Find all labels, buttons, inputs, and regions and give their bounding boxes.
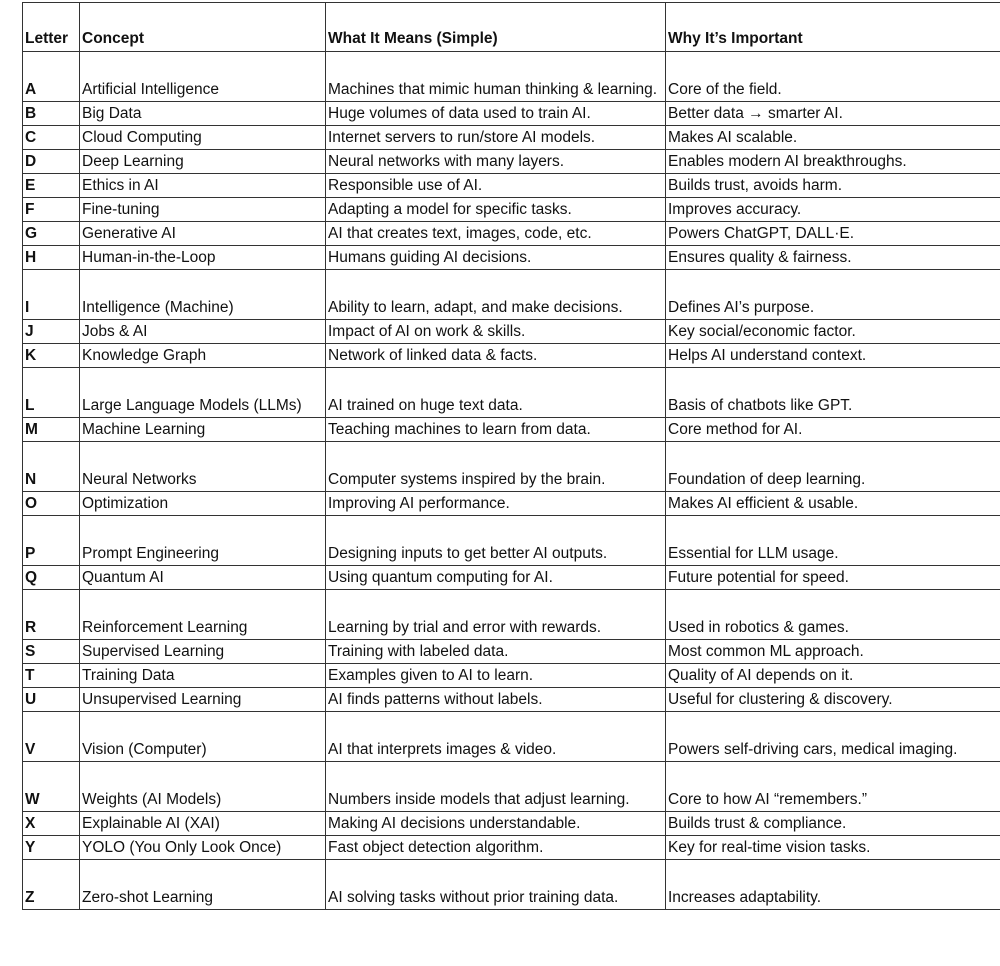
- letter-cell: I: [23, 270, 80, 320]
- why-cell: Helps AI understand context.: [666, 344, 1000, 368]
- why-cell: Core method for AI.: [666, 418, 1000, 442]
- concept-cell: Explainable AI (XAI): [80, 812, 326, 836]
- table-row: [23, 246, 1000, 270]
- concept-cell: Human-in-the-Loop: [80, 246, 326, 270]
- concept-cell: Artificial Intelligence: [80, 52, 326, 102]
- letter-cell: R: [23, 590, 80, 640]
- means-cell: Fast object detection algorithm.: [326, 836, 666, 860]
- letter-cell: T: [23, 664, 80, 688]
- letter-cell: M: [23, 418, 80, 442]
- means-cell: AI trained on huge text data.: [326, 368, 666, 418]
- concept-cell: Prompt Engineering: [80, 516, 326, 566]
- letter-cell: U: [23, 688, 80, 712]
- means-cell: Machines that mimic human thinking & learning.: [326, 52, 666, 102]
- means-cell: Improving AI performance.: [326, 492, 666, 516]
- table-row: [23, 102, 1000, 126]
- means-cell: Designing inputs to get better AI outputs.: [326, 516, 666, 566]
- concept-cell: Ethics in AI: [80, 174, 326, 198]
- means-cell: Network of linked data & facts.: [326, 344, 666, 368]
- concept-cell: Reinforcement Learning: [80, 590, 326, 640]
- why-cell: Key social/economic factor.: [666, 320, 1000, 344]
- concept-cell: Vision (Computer): [80, 712, 326, 762]
- table-row: [23, 150, 1000, 174]
- why-cell: Defines AI’s purpose.: [666, 270, 1000, 320]
- table-row: [23, 270, 1000, 320]
- concept-cell: Unsupervised Learning: [80, 688, 326, 712]
- means-cell: Making AI decisions understandable.: [326, 812, 666, 836]
- means-cell: Examples given to AI to learn.: [326, 664, 666, 688]
- means-cell: Training with labeled data.: [326, 640, 666, 664]
- table-row: [23, 442, 1000, 492]
- table-row: [23, 762, 1000, 812]
- means-cell: Numbers inside models that adjust learning.: [326, 762, 666, 812]
- why-cell: Core to how AI “remembers.”: [666, 762, 1000, 812]
- concept-cell: Large Language Models (LLMs): [80, 368, 326, 418]
- why-cell: Most common ML approach.: [666, 640, 1000, 664]
- table-row: [23, 126, 1000, 150]
- means-cell: AI that interprets images & video.: [326, 712, 666, 762]
- concept-cell: Weights (AI Models): [80, 762, 326, 812]
- means-cell: AI that creates text, images, code, etc.: [326, 222, 666, 246]
- table-row: [23, 368, 1000, 418]
- why-cell: Powers self-driving cars, medical imaging.: [666, 712, 1000, 762]
- letter-cell: F: [23, 198, 80, 222]
- means-cell: Huge volumes of data used to train AI.: [326, 102, 666, 126]
- why-cell: Future potential for speed.: [666, 566, 1000, 590]
- concept-cell: YOLO (You Only Look Once): [80, 836, 326, 860]
- why-cell: Increases adaptability.: [666, 860, 1000, 910]
- means-cell: Using quantum computing for AI.: [326, 566, 666, 590]
- ai-glossary-table: [22, 2, 1000, 910]
- letter-cell: W: [23, 762, 80, 812]
- letter-cell: C: [23, 126, 80, 150]
- why-cell: Essential for LLM usage.: [666, 516, 1000, 566]
- table-row: [23, 664, 1000, 688]
- means-cell: Humans guiding AI decisions.: [326, 246, 666, 270]
- concept-cell: Zero-shot Learning: [80, 860, 326, 910]
- why-cell: Enables modern AI breakthroughs.: [666, 150, 1000, 174]
- letter-cell: L: [23, 368, 80, 418]
- means-cell: Impact of AI on work & skills.: [326, 320, 666, 344]
- table-row: [23, 222, 1000, 246]
- concept-cell: Quantum AI: [80, 566, 326, 590]
- table-row: [23, 688, 1000, 712]
- concept-cell: Deep Learning: [80, 150, 326, 174]
- concept-cell: Generative AI: [80, 222, 326, 246]
- table-row: [23, 492, 1000, 516]
- means-cell: Responsible use of AI.: [326, 174, 666, 198]
- concept-cell: Training Data: [80, 664, 326, 688]
- why-cell: Better data → smarter AI.: [666, 102, 1000, 126]
- why-cell: Improves accuracy.: [666, 198, 1000, 222]
- table-row: [23, 566, 1000, 590]
- table-row: [23, 712, 1000, 762]
- table-row: [23, 198, 1000, 222]
- why-cell: Useful for clustering & discovery.: [666, 688, 1000, 712]
- means-cell: Neural networks with many layers.: [326, 150, 666, 174]
- means-cell: Computer systems inspired by the brain.: [326, 442, 666, 492]
- table-row: [23, 860, 1000, 910]
- concept-cell: Machine Learning: [80, 418, 326, 442]
- table-row: [23, 640, 1000, 664]
- letter-cell: K: [23, 344, 80, 368]
- why-cell: Ensures quality & fairness.: [666, 246, 1000, 270]
- concept-cell: Supervised Learning: [80, 640, 326, 664]
- letter-cell: Q: [23, 566, 80, 590]
- letter-cell: V: [23, 712, 80, 762]
- means-cell: Learning by trial and error with rewards.: [326, 590, 666, 640]
- letter-cell: Z: [23, 860, 80, 910]
- table-row: [23, 174, 1000, 198]
- means-cell: Internet servers to run/store AI models.: [326, 126, 666, 150]
- header-letter: Letter: [23, 3, 80, 52]
- why-cell: Builds trust, avoids harm.: [666, 174, 1000, 198]
- table-row: [23, 320, 1000, 344]
- letter-cell: H: [23, 246, 80, 270]
- table-body: [23, 52, 1000, 910]
- concept-cell: Knowledge Graph: [80, 344, 326, 368]
- table-row: [23, 516, 1000, 566]
- concept-cell: Big Data: [80, 102, 326, 126]
- table-row: [23, 812, 1000, 836]
- why-cell: Makes AI efficient & usable.: [666, 492, 1000, 516]
- concept-cell: Fine-tuning: [80, 198, 326, 222]
- why-cell: Used in robotics & games.: [666, 590, 1000, 640]
- table-row: [23, 418, 1000, 442]
- letter-cell: P: [23, 516, 80, 566]
- means-cell: AI finds patterns without labels.: [326, 688, 666, 712]
- header-concept: Concept: [80, 3, 326, 52]
- letter-cell: D: [23, 150, 80, 174]
- means-cell: Adapting a model for specific tasks.: [326, 198, 666, 222]
- concept-cell: Neural Networks: [80, 442, 326, 492]
- table-row: [23, 836, 1000, 860]
- means-cell: Teaching machines to learn from data.: [326, 418, 666, 442]
- letter-cell: N: [23, 442, 80, 492]
- header-why: Why It’s Important: [666, 3, 1000, 52]
- why-cell: Builds trust & compliance.: [666, 812, 1000, 836]
- letter-cell: A: [23, 52, 80, 102]
- why-cell: Key for real-time vision tasks.: [666, 836, 1000, 860]
- letter-cell: X: [23, 812, 80, 836]
- concept-cell: Intelligence (Machine): [80, 270, 326, 320]
- why-cell: Foundation of deep learning.: [666, 442, 1000, 492]
- header-row: [23, 3, 1000, 52]
- table-row: [23, 590, 1000, 640]
- table-row: [23, 52, 1000, 102]
- letter-cell: S: [23, 640, 80, 664]
- why-cell: Quality of AI depends on it.: [666, 664, 1000, 688]
- letter-cell: B: [23, 102, 80, 126]
- letter-cell: G: [23, 222, 80, 246]
- table-row: [23, 344, 1000, 368]
- letter-cell: O: [23, 492, 80, 516]
- letter-cell: J: [23, 320, 80, 344]
- letter-cell: Y: [23, 836, 80, 860]
- why-cell: Basis of chatbots like GPT.: [666, 368, 1000, 418]
- means-cell: AI solving tasks without prior training data.: [326, 860, 666, 910]
- concept-cell: Optimization: [80, 492, 326, 516]
- why-cell: Powers ChatGPT, DALL·E.: [666, 222, 1000, 246]
- letter-cell: E: [23, 174, 80, 198]
- why-cell: Makes AI scalable.: [666, 126, 1000, 150]
- concept-cell: Jobs & AI: [80, 320, 326, 344]
- concept-cell: Cloud Computing: [80, 126, 326, 150]
- header-means: What It Means (Simple): [326, 3, 666, 52]
- why-cell: Core of the field.: [666, 52, 1000, 102]
- means-cell: Ability to learn, adapt, and make decisions.: [326, 270, 666, 320]
